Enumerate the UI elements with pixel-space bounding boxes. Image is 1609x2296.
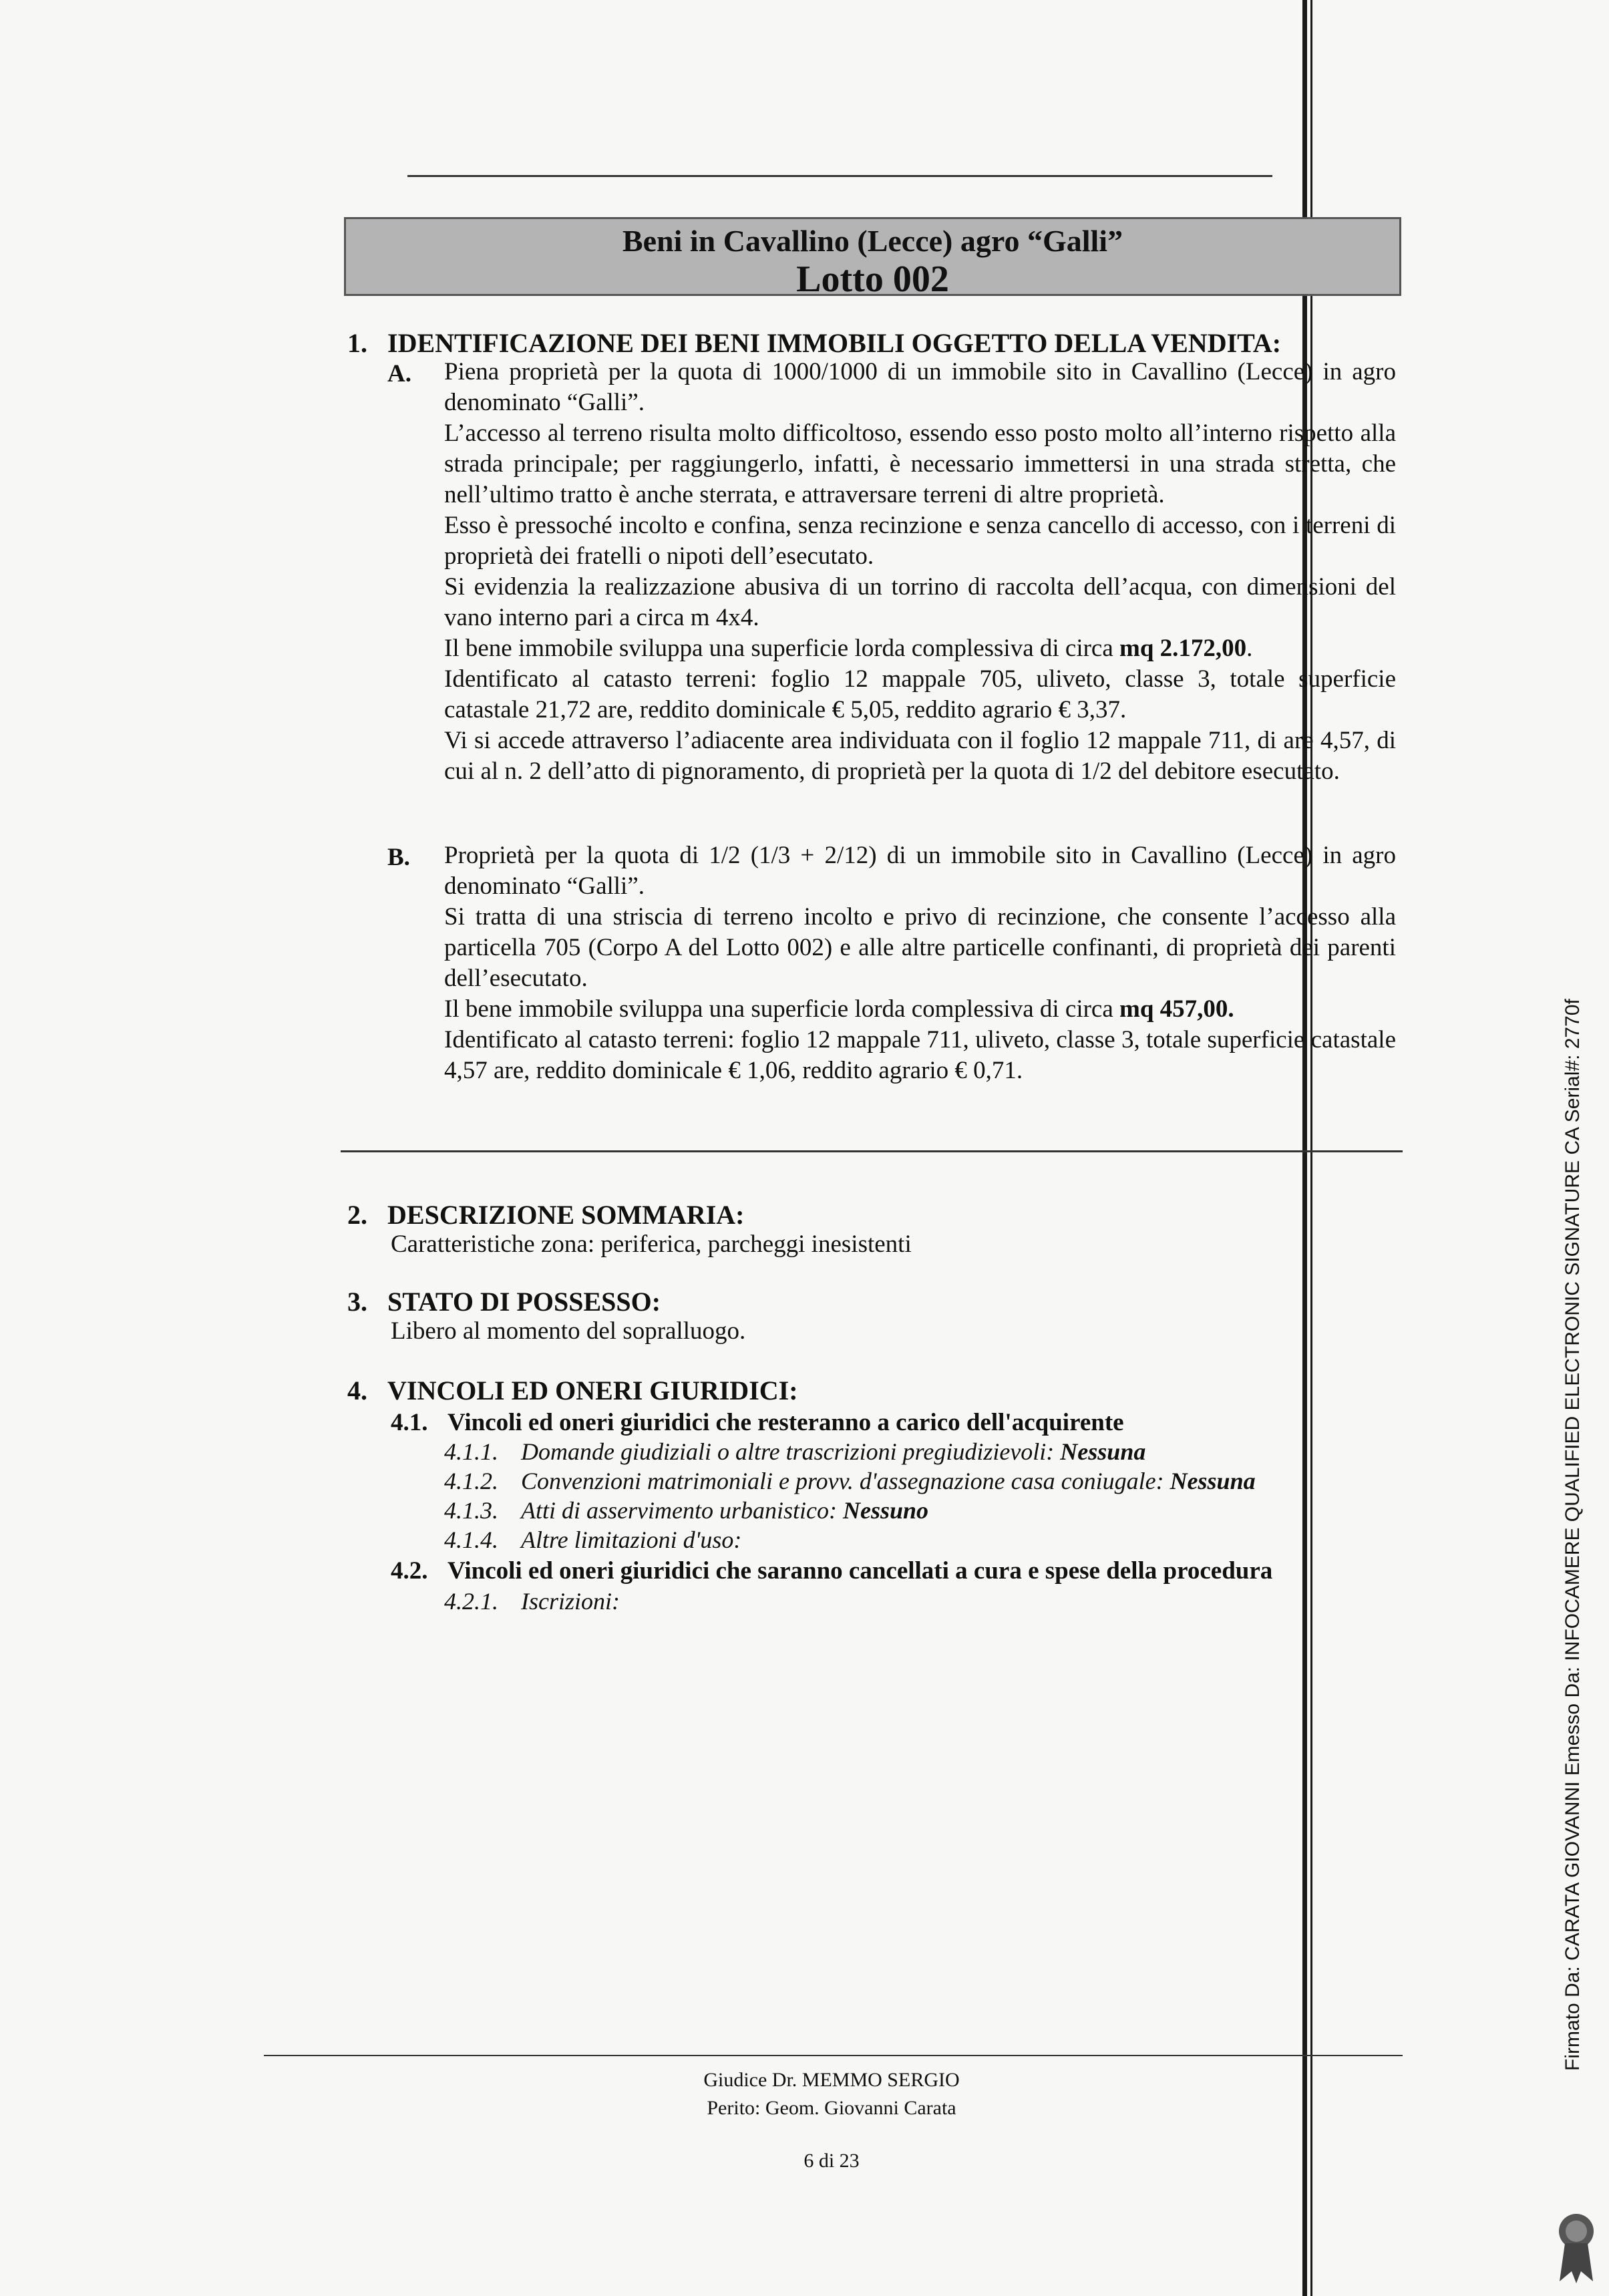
item-A-label: A. <box>387 360 411 387</box>
page-number: 6 di 23 <box>803 2150 860 2172</box>
item-B-label: B. <box>387 844 410 871</box>
section3-number: 3. <box>347 1287 367 1317</box>
footer-perito: Perito: Geom. Giovanni Carata <box>707 2097 956 2119</box>
section41-heading <box>391 1408 1124 1437</box>
section1-heading <box>347 327 1281 359</box>
section4-title: VINCOLI ED ONERI GIURIDICI: <box>387 1375 798 1406</box>
top-rule <box>407 175 1272 177</box>
footer-rule <box>264 2055 1403 2056</box>
section3-title: STATO DI POSSESSO: <box>387 1287 661 1317</box>
item-A-paragraph: Si evidenzia la realizzazione abusiva di un torrino di raccolta dell’acqua, con dimensioni del vano interno pari a circa m 4x4. <box>444 573 1396 631</box>
list-item: 4.1.4. Altre limitazioni d'uso: <box>444 1526 742 1553</box>
section4-number: 4. <box>347 1375 367 1406</box>
item-B-body <box>444 840 1396 1086</box>
scan-artifact-bar <box>1310 0 1312 2296</box>
section1-title: IDENTIFICAZIONE DEI BENI IMMOBILI OGGETTO DELLA VENDITA: <box>387 328 1282 358</box>
section2-title: DESCRIZIONE SOMMARIA: <box>387 1200 745 1230</box>
item-B-superficie: Il bene immobile sviluppa una superficie lorda complessiva di circa mq 457,00. <box>444 995 1234 1023</box>
list-item: 4.1.1. Domande giudiziali o altre trascrizioni pregiudizievoli: Nessuna <box>444 1438 1146 1465</box>
section41-number: 4.1. <box>391 1409 428 1436</box>
item-A-superficie: Il bene immobile sviluppa una superficie lorda complessiva di circa mq 2.172,00. <box>444 635 1253 662</box>
section1-number: 1. <box>347 328 367 358</box>
section42-number: 4.2. <box>391 1557 428 1585</box>
item-A-paragraph: Piena proprietà per la quota di 1000/1000 di un immobile sito in Cavallino (Lecce) in agro denominato “Galli”. <box>444 358 1396 416</box>
section4-heading <box>347 1375 798 1406</box>
item-B-paragraph: Proprietà per la quota di 1/2 (1/3 + 2/12) di un immobile sito in Cavallino (Lecce) in agro denominato “Galli”. <box>444 842 1396 900</box>
item-value: Nessuna <box>1170 1468 1256 1494</box>
banner-title: Beni in Cavallino (Lecce) agro “Galli” <box>622 224 1123 258</box>
section-rule <box>341 1150 1403 1152</box>
scan-artifact-bar <box>1302 0 1307 2296</box>
section41-title: Vincoli ed oneri giuridici che resteranno a carico dell'acquirente <box>448 1409 1124 1436</box>
section2-heading <box>347 1199 745 1231</box>
digital-signature-text: Firmato Da: CARATA GIOVANNI Emesso Da: INFOCAMERE QUALIFIED ELECTRONIC SIGNATURE CA Serial#: 2770f <box>1562 999 1584 2071</box>
section42-heading <box>391 1556 1272 1585</box>
item-value: Nessuna <box>1060 1438 1146 1465</box>
item-A-paragraph: Identificato al catasto terreni: foglio 12 mappale 705, uliveto, classe 3, totale superficie catastale 21,72 are, reddito dominicale € 5,05, reddito agrario € 3,37. <box>444 665 1396 723</box>
item-value: Nessuno <box>842 1497 929 1524</box>
superficie-value: mq 457,00. <box>1119 995 1234 1023</box>
superficie-value: mq 2.172,00 <box>1119 635 1247 662</box>
list-item: 4.1.2. Convenzioni matrimoniali e provv. d'assegnazione casa coniugale: Nessuna <box>444 1468 1256 1494</box>
footer-giudice: Giudice Dr. MEMMO SERGIO <box>703 2069 960 2091</box>
section2-number: 2. <box>347 1200 367 1230</box>
item-A-body <box>444 357 1396 787</box>
seal-icon <box>1553 2211 1600 2285</box>
item-A-paragraph: Vi si accede attraverso l’adiacente area individuata con il foglio 12 mappale 711, di are 4,57, di cui al n. 2 dell’atto di pignoramento, di proprietà per la quota di 1/2 del debitore esecutato. <box>444 727 1396 785</box>
item-B-paragraph: Si tratta di una striscia di terreno incolto e privo di recinzione, che consente l’accesso alla particella 705 (Corpo A del Lotto 002) e alle altre particelle confinanti, di proprietà dei parenti dell’esecutato. <box>444 903 1396 992</box>
banner-lotto: Lotto 002 <box>796 259 949 300</box>
list-item: 4.1.3. Atti di asservimento urbanistico: Nessuno <box>444 1497 929 1524</box>
section3-heading <box>347 1286 661 1317</box>
item-B-paragraph: Identificato al catasto terreni: foglio 12 mappale 711, uliveto, classe 3, totale superficie catastale 4,57 are, reddito dominicale € 1,06, reddito agrario € 0,71. <box>444 1026 1396 1084</box>
lot-banner <box>344 217 1401 300</box>
section3-text: Libero al momento del sopralluogo. <box>391 1317 746 1345</box>
item-A-paragraph: L’accesso al terreno risulta molto difficoltoso, essendo esso posto molto all’interno rispetto alla strada principale; per raggiungerlo, infatti, è necessario immettersi in una strada stretta, che nell’ultimo tratto è anche sterrata, e attraversare terreni di altre proprietà. <box>444 420 1396 508</box>
list-item: 4.2.1. Iscrizioni: <box>444 1588 620 1615</box>
section2-text: Caratteristiche zona: periferica, parcheggi inesistenti <box>391 1231 912 1258</box>
item-A-paragraph: Esso è pressoché incolto e confina, senza recinzione e senza cancello di accesso, con i terreni di proprietà dei fratelli o nipoti dell’esecutato. <box>444 512 1396 570</box>
section42-title: Vincoli ed oneri giuridici che saranno cancellati a cura e spese della procedura <box>448 1557 1273 1585</box>
